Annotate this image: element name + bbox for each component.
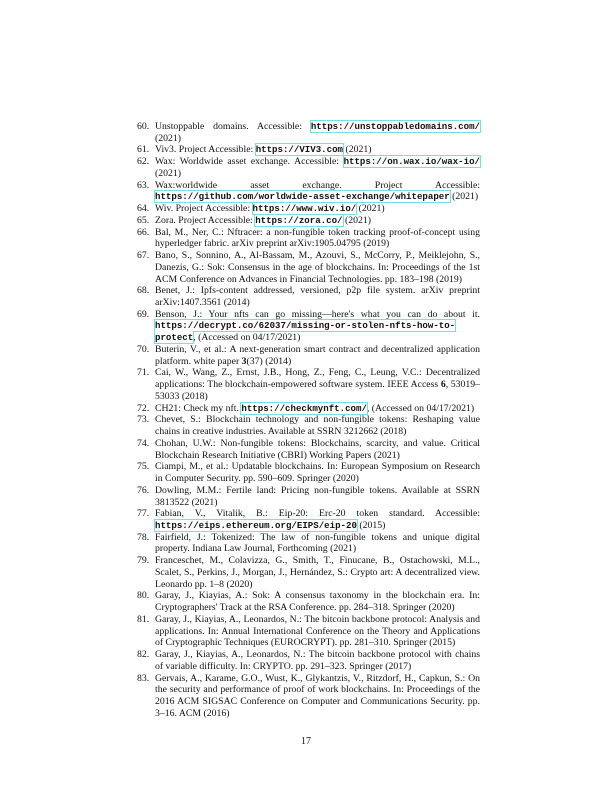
reference-list xyxy=(137,121,480,719)
reference-number: 79. xyxy=(137,555,150,567)
reference-entry xyxy=(137,215,480,227)
reference-text: Ciampi, M., et al.: Updatable blockchains. In: European Symposium on Research in Computer Security. pp. 590–609. Springer (2020) xyxy=(155,461,480,485)
reference-number: 75. xyxy=(137,461,150,473)
reference-text: (2015) xyxy=(356,519,386,531)
reference-number: 83. xyxy=(137,672,150,684)
reference-entry xyxy=(137,309,480,344)
reference-entry xyxy=(137,121,480,144)
reference-text: Cai, W., Wang, Z., Ernst, J.B., Hong, Z., Feng, C., Leung, V.C.: Decentralized applications: The blockchain-empowered software system. IEEE Access xyxy=(155,367,480,391)
reference-entry xyxy=(137,485,480,508)
reference-url-link[interactable]: https://on.wax.io/wax-io/ xyxy=(343,156,480,168)
reference-text: Unstoppable domains. Accessible: xyxy=(155,121,311,132)
reference-url-link[interactable]: https://zora.co/ xyxy=(255,214,343,226)
reference-text: (2021) xyxy=(449,191,479,203)
reference-number: 64. xyxy=(137,203,150,215)
reference-number: 69. xyxy=(137,308,150,320)
reference-number: 81. xyxy=(137,613,150,625)
reference-number: 80. xyxy=(137,590,150,602)
reference-volume: 6 xyxy=(440,379,446,391)
reference-text: (2021) xyxy=(155,167,181,179)
reference-text: Viv3. Project Accessible: xyxy=(155,144,256,156)
reference-number: 62. xyxy=(137,156,150,168)
reference-text: Garay, J., Kiayias, A., Leonardos, N.: The bitcoin backbone protocol with chains of variable difficulty. In: CRYPTO. pp. 291–323. Springer (2017) xyxy=(155,649,480,672)
reference-entry xyxy=(137,285,480,308)
reference-number: 70. xyxy=(137,343,150,355)
reference-entry xyxy=(137,180,480,203)
reference-entry xyxy=(137,614,480,649)
reference-number: 76. xyxy=(137,484,150,496)
reference-url-link[interactable]: https://eips.ethereum.org/EIPS/eip-20 xyxy=(155,519,357,531)
reference-number: 72. xyxy=(137,402,150,414)
reference-text: Bal, M., Ner, C.: Nftracer: a non-fungible token tracking proof-of-concept using hyperledger fabric. arXiv preprint arXiv:1905.04795 (2019) xyxy=(155,226,480,250)
reference-number: 77. xyxy=(137,508,150,520)
reference-entry xyxy=(137,508,480,531)
reference-entry xyxy=(137,532,480,555)
reference-entry xyxy=(137,144,480,156)
reference-entry xyxy=(137,227,480,250)
reference-text: Garay, J., Kiayias, A.: Sok: A consensus taxonomy in the blockchain era. In: Cryptographers' Track at the RSA Conference. pp. 284–318. Springer (2020) xyxy=(155,590,480,614)
reference-text: (2021) xyxy=(356,203,385,215)
reference-entry xyxy=(137,649,480,672)
reference-number: 63. xyxy=(137,179,150,191)
reference-number: 66. xyxy=(137,226,150,238)
reference-number: 73. xyxy=(137,414,150,426)
reference-url-link[interactable]: https://checkmynft.com/ xyxy=(241,402,367,414)
reference-entry xyxy=(137,438,480,461)
reference-text: Zora. Project Accessible: xyxy=(155,214,256,226)
reference-url-link[interactable]: https://www.wiv.io/ xyxy=(252,203,357,215)
reference-text: (2021) xyxy=(155,132,181,144)
reference-text: (2021) xyxy=(342,214,371,226)
reference-number: 68. xyxy=(137,285,150,297)
reference-text: (2021) xyxy=(343,144,372,156)
reference-text: Franceschet, M., Colavizza, G., Smith, T., Finucane, B., Ostachowski, M.L., Scalet, S., Perkins, J., Morgan, J., Hernández, S.: Crypto art: A decentralized view. Leonardo pp. 1–8 (2020) xyxy=(155,555,480,590)
reference-number: 71. xyxy=(137,367,150,379)
reference-url-link[interactable]: https://VIV3.com xyxy=(255,144,344,156)
reference-volume: 3 xyxy=(241,355,247,367)
reference-text: Fabian, V., Vitalik, B.: Eip-20: Erc-20 token standard. Accessible: xyxy=(155,508,480,520)
reference-number: 67. xyxy=(137,250,150,262)
reference-entry xyxy=(137,555,480,590)
reference-url-link[interactable]: https://decrypt.co/62037/missing-or-stolen-nfts-how-to-protect xyxy=(155,320,456,344)
reference-text: Gervais, A., Karame, G.O., Wust, K., Glykantzis, V., Ritzdorf, H., Capkun, S.: On the security and performance of proof of work blockchains. In: Proceedings of the 2016 ACM SIGSAC Conference on Computer and Communications Security. pp. 3–16. ACM (2016) xyxy=(155,672,480,719)
page-number: 17 xyxy=(301,736,311,747)
reference-text: (37) (2014) xyxy=(246,355,292,367)
reference-text: Chevet, S.: Blockchain technology and non-fungible tokens: Reshaping value chains in creative industries. Available at SSRN 3212662 (2018) xyxy=(155,414,480,438)
reference-text: Fairfield, J.: Tokenized: The law of non-fungible tokens and unique digital property. Indiana Law Journal, Forthcoming (2021) xyxy=(155,531,480,555)
reference-number: 60. xyxy=(137,121,150,132)
reference-entry xyxy=(137,250,480,285)
reference-text: Buterin, V., et al.: A next-generation smart contract and decentralized application platform. white paper xyxy=(155,343,480,367)
reference-number: 65. xyxy=(137,214,150,226)
reference-text: Benet, J.: Ipfs-content addressed, versioned, p2p file system. arXiv preprint arXiv:1407.3561 (2014) xyxy=(155,285,480,309)
reference-text: CH21: Check my nft. xyxy=(155,402,242,414)
reference-text: , (Accessed on 04/17/2021) xyxy=(366,402,475,414)
reference-text: Wiv. Project Accessible: xyxy=(155,203,253,215)
reference-text: Dowling, M.M.: Fertile land: Pricing non-fungible tokens. Available at SSRN 3813522 (2021) xyxy=(155,484,480,508)
reference-url-link[interactable]: https://unstoppabledomains.com/ xyxy=(310,121,480,132)
reference-text: , (Accessed on 04/17/2021) xyxy=(193,332,301,344)
reference-entry xyxy=(137,673,480,720)
reference-text: Benson, J.: Your nfts can go missing—here's what you can do about it. xyxy=(155,308,480,320)
reference-entry xyxy=(137,203,480,215)
reference-number: 78. xyxy=(137,531,150,543)
reference-text: Wax:worldwide asset exchange. Project Accessible: xyxy=(155,179,480,191)
reference-entry xyxy=(137,403,480,415)
reference-text: Chohan, U.W.: Non-fungible tokens: Blockchains, scarcity, and value. Critical Blockchain Research Initiative (CBRI) Working Papers (2021) xyxy=(155,437,480,461)
reference-text: Wax: Worldwide asset exchange. Accessible: xyxy=(155,156,344,168)
reference-text: Garay, J., Kiayias, A., Leonardos, N.: The bitcoin backbone protocol: Analysis and applications. In: Annual International Conference on the Theory and Applications of Cryptographic Techniques (EUROCRYPT). pp. 281–310. Springer (2015) xyxy=(155,613,480,649)
reference-entry xyxy=(137,461,480,484)
reference-text: Bano, S., Sonnino, A., Al-Bassam, M., Azouvi, S., McCorry, P., Meiklejohn, S., Danezis, G.: Sok: Consensus in the age of blockchains. In: Proceedings of the 1st ACM Conference on Advances in Financial Technologies. pp. 183–198 (2019) xyxy=(155,250,480,285)
reference-entry xyxy=(137,590,480,613)
reference-number: 61. xyxy=(137,144,150,156)
reference-entry xyxy=(137,344,480,367)
reference-number: 82. xyxy=(137,649,150,661)
reference-entry xyxy=(137,156,480,179)
reference-url-link[interactable]: https://github.com/worldwide-asset-exchange/whitepaper xyxy=(155,191,450,203)
reference-entry xyxy=(137,414,480,437)
reference-number: 74. xyxy=(137,437,150,449)
reference-entry xyxy=(137,367,480,402)
reference-text: , 53019–53033 (2018) xyxy=(155,379,480,402)
